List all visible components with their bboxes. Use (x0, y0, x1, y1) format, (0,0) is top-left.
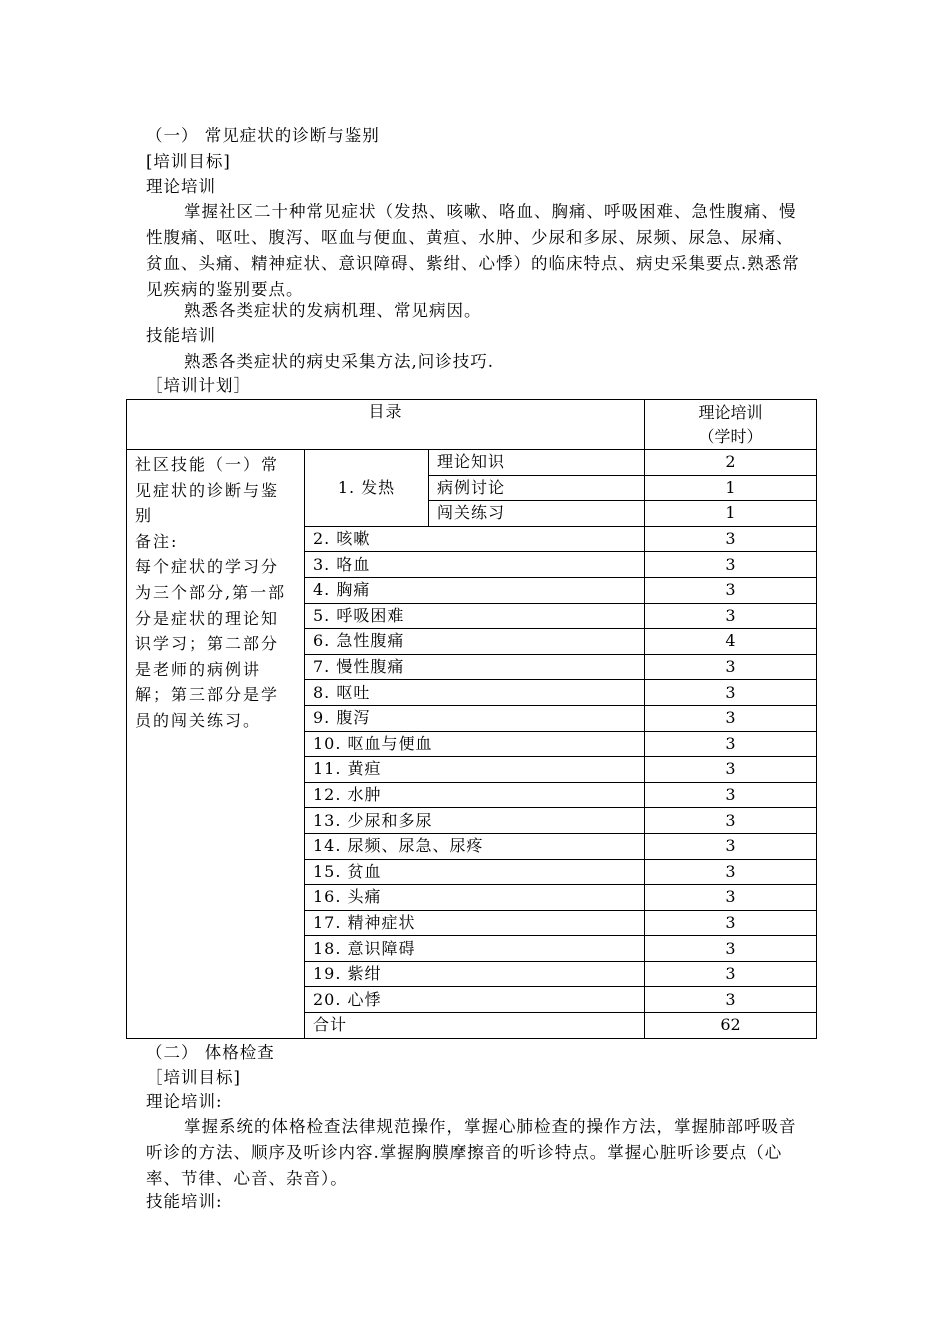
symptom-hours: 3 (645, 808, 817, 834)
section2-theory-label: 理论培训: (146, 1092, 223, 1111)
symptom-label: 9. 腹泻 (305, 705, 645, 731)
symptom-hours: 3 (645, 654, 817, 680)
symptom-hours: 3 (645, 833, 817, 859)
section1-plan-label: ［培训计划］ (146, 376, 251, 395)
symptom-label: 12. 水肿 (305, 782, 645, 808)
total-label: 合计 (305, 1013, 645, 1039)
section1-heading: （一） 常见症状的诊断与鉴别 (146, 126, 380, 145)
symptom-hours: 3 (645, 552, 817, 578)
symptom-label: 19. 紫绀 (305, 961, 645, 987)
symptom-label: 2. 咳嗽 (305, 526, 645, 552)
symptom-hours: 3 (645, 910, 817, 936)
section1-theory-paragraph-1: 掌握社区二十种常见症状（发热、咳嗽、咯血、胸痛、呼吸困难、急性腹痛、慢性腹痛、呕吐、腹泻、呕血与便血、黄疸、水肿、少尿和多尿、尿频、尿急、尿痛、贫血、头痛、精神症状、意识障碍、紫绀、心悸）的临床特点、病史采集要点.熟悉常见疾病的鉴别要点。 (146, 202, 800, 299)
header-hours-line2: （学时） (698, 426, 763, 446)
left-note-head: 备注: (135, 531, 179, 551)
section2-theory-paragraph: 掌握系统的体格检查法律规范操作，掌握心肺检查的操作方法，掌握肺部呼吸音听诊的方法、顺序及听诊内容.掌握胸膜摩擦音的听诊特点。掌握心脏听诊要点（心率、节律、心音、杂音）。 (146, 1117, 797, 1188)
symptom-label: 20. 心悸 (305, 987, 645, 1013)
table-header-row (127, 400, 817, 450)
training-plan-table (126, 399, 817, 1039)
header-hours-line1: 理论培训 (698, 402, 763, 422)
fever-label: 1. 发热 (305, 450, 429, 527)
symptom-label: 13. 少尿和多尿 (305, 808, 645, 834)
symptom-hours: 3 (645, 731, 817, 757)
total-hours: 62 (645, 1013, 817, 1039)
symptom-hours: 3 (645, 705, 817, 731)
section1-theory-label: 理论培训 (146, 177, 216, 196)
symptom-hours: 3 (645, 885, 817, 911)
section1-goal-label: [培训目标] (146, 152, 231, 171)
symptom-label: 14. 尿频、尿急、尿疼 (305, 833, 645, 859)
symptom-label: 17. 精神症状 (305, 910, 645, 936)
symptom-hours: 3 (645, 757, 817, 783)
symptom-hours: 3 (645, 603, 817, 629)
left-title: 社区技能（一）常见症状的诊断与鉴别 (135, 455, 280, 526)
symptom-label: 10. 呕血与便血 (305, 731, 645, 757)
symptom-label: 5. 呼吸困难 (305, 603, 645, 629)
symptom-hours: 3 (645, 961, 817, 987)
symptom-label: 16. 头痛 (305, 885, 645, 911)
section2-goal-label: ［培训目标] (146, 1068, 241, 1087)
symptom-label: 7. 慢性腹痛 (305, 654, 645, 680)
section1-theory-paragraph-2: 熟悉各类症状的发病机理、常见病因。 (184, 301, 482, 320)
symptom-hours: 3 (645, 526, 817, 552)
symptom-label: 8. 呕吐 (305, 680, 645, 706)
symptom-hours: 3 (645, 936, 817, 962)
symptom-hours: 3 (645, 859, 817, 885)
fever-part-label: 闯关练习 (429, 501, 645, 527)
symptom-label: 4. 胸痛 (305, 577, 645, 603)
section1-skill-paragraph: 熟悉各类症状的病史采集方法,问诊技巧. (184, 352, 494, 371)
symptom-label: 3. 咯血 (305, 552, 645, 578)
fever-part-hours: 2 (645, 450, 817, 476)
fever-part-hours: 1 (645, 501, 817, 527)
header-catalog: 目录 (127, 400, 645, 450)
table-row (127, 450, 817, 476)
symptom-hours: 3 (645, 987, 817, 1013)
symptom-hours: 3 (645, 577, 817, 603)
symptom-label: 6. 急性腹痛 (305, 629, 645, 655)
section1-skill-label: 技能培训 (146, 326, 216, 345)
symptom-hours: 3 (645, 782, 817, 808)
left-note-cell (127, 450, 305, 1039)
fever-part-label: 理论知识 (429, 450, 645, 476)
fever-part-hours: 1 (645, 475, 817, 501)
symptom-label: 15. 贫血 (305, 859, 645, 885)
section2-skill-label: 技能培训: (146, 1192, 223, 1211)
header-hours (645, 400, 817, 450)
symptom-hours: 3 (645, 680, 817, 706)
symptom-hours: 4 (645, 629, 817, 655)
left-note-body: 每个症状的学习分为三个部分,第一部分是症状的理论知识学习；第二部分是老师的病例讲解；第三部分是学员的闯关练习。 (135, 557, 287, 730)
section2-heading: （二） 体格检查 (146, 1043, 275, 1062)
fever-part-label: 病例讨论 (429, 475, 645, 501)
symptom-label: 18. 意识障碍 (305, 936, 645, 962)
symptom-label: 11. 黄疸 (305, 757, 645, 783)
